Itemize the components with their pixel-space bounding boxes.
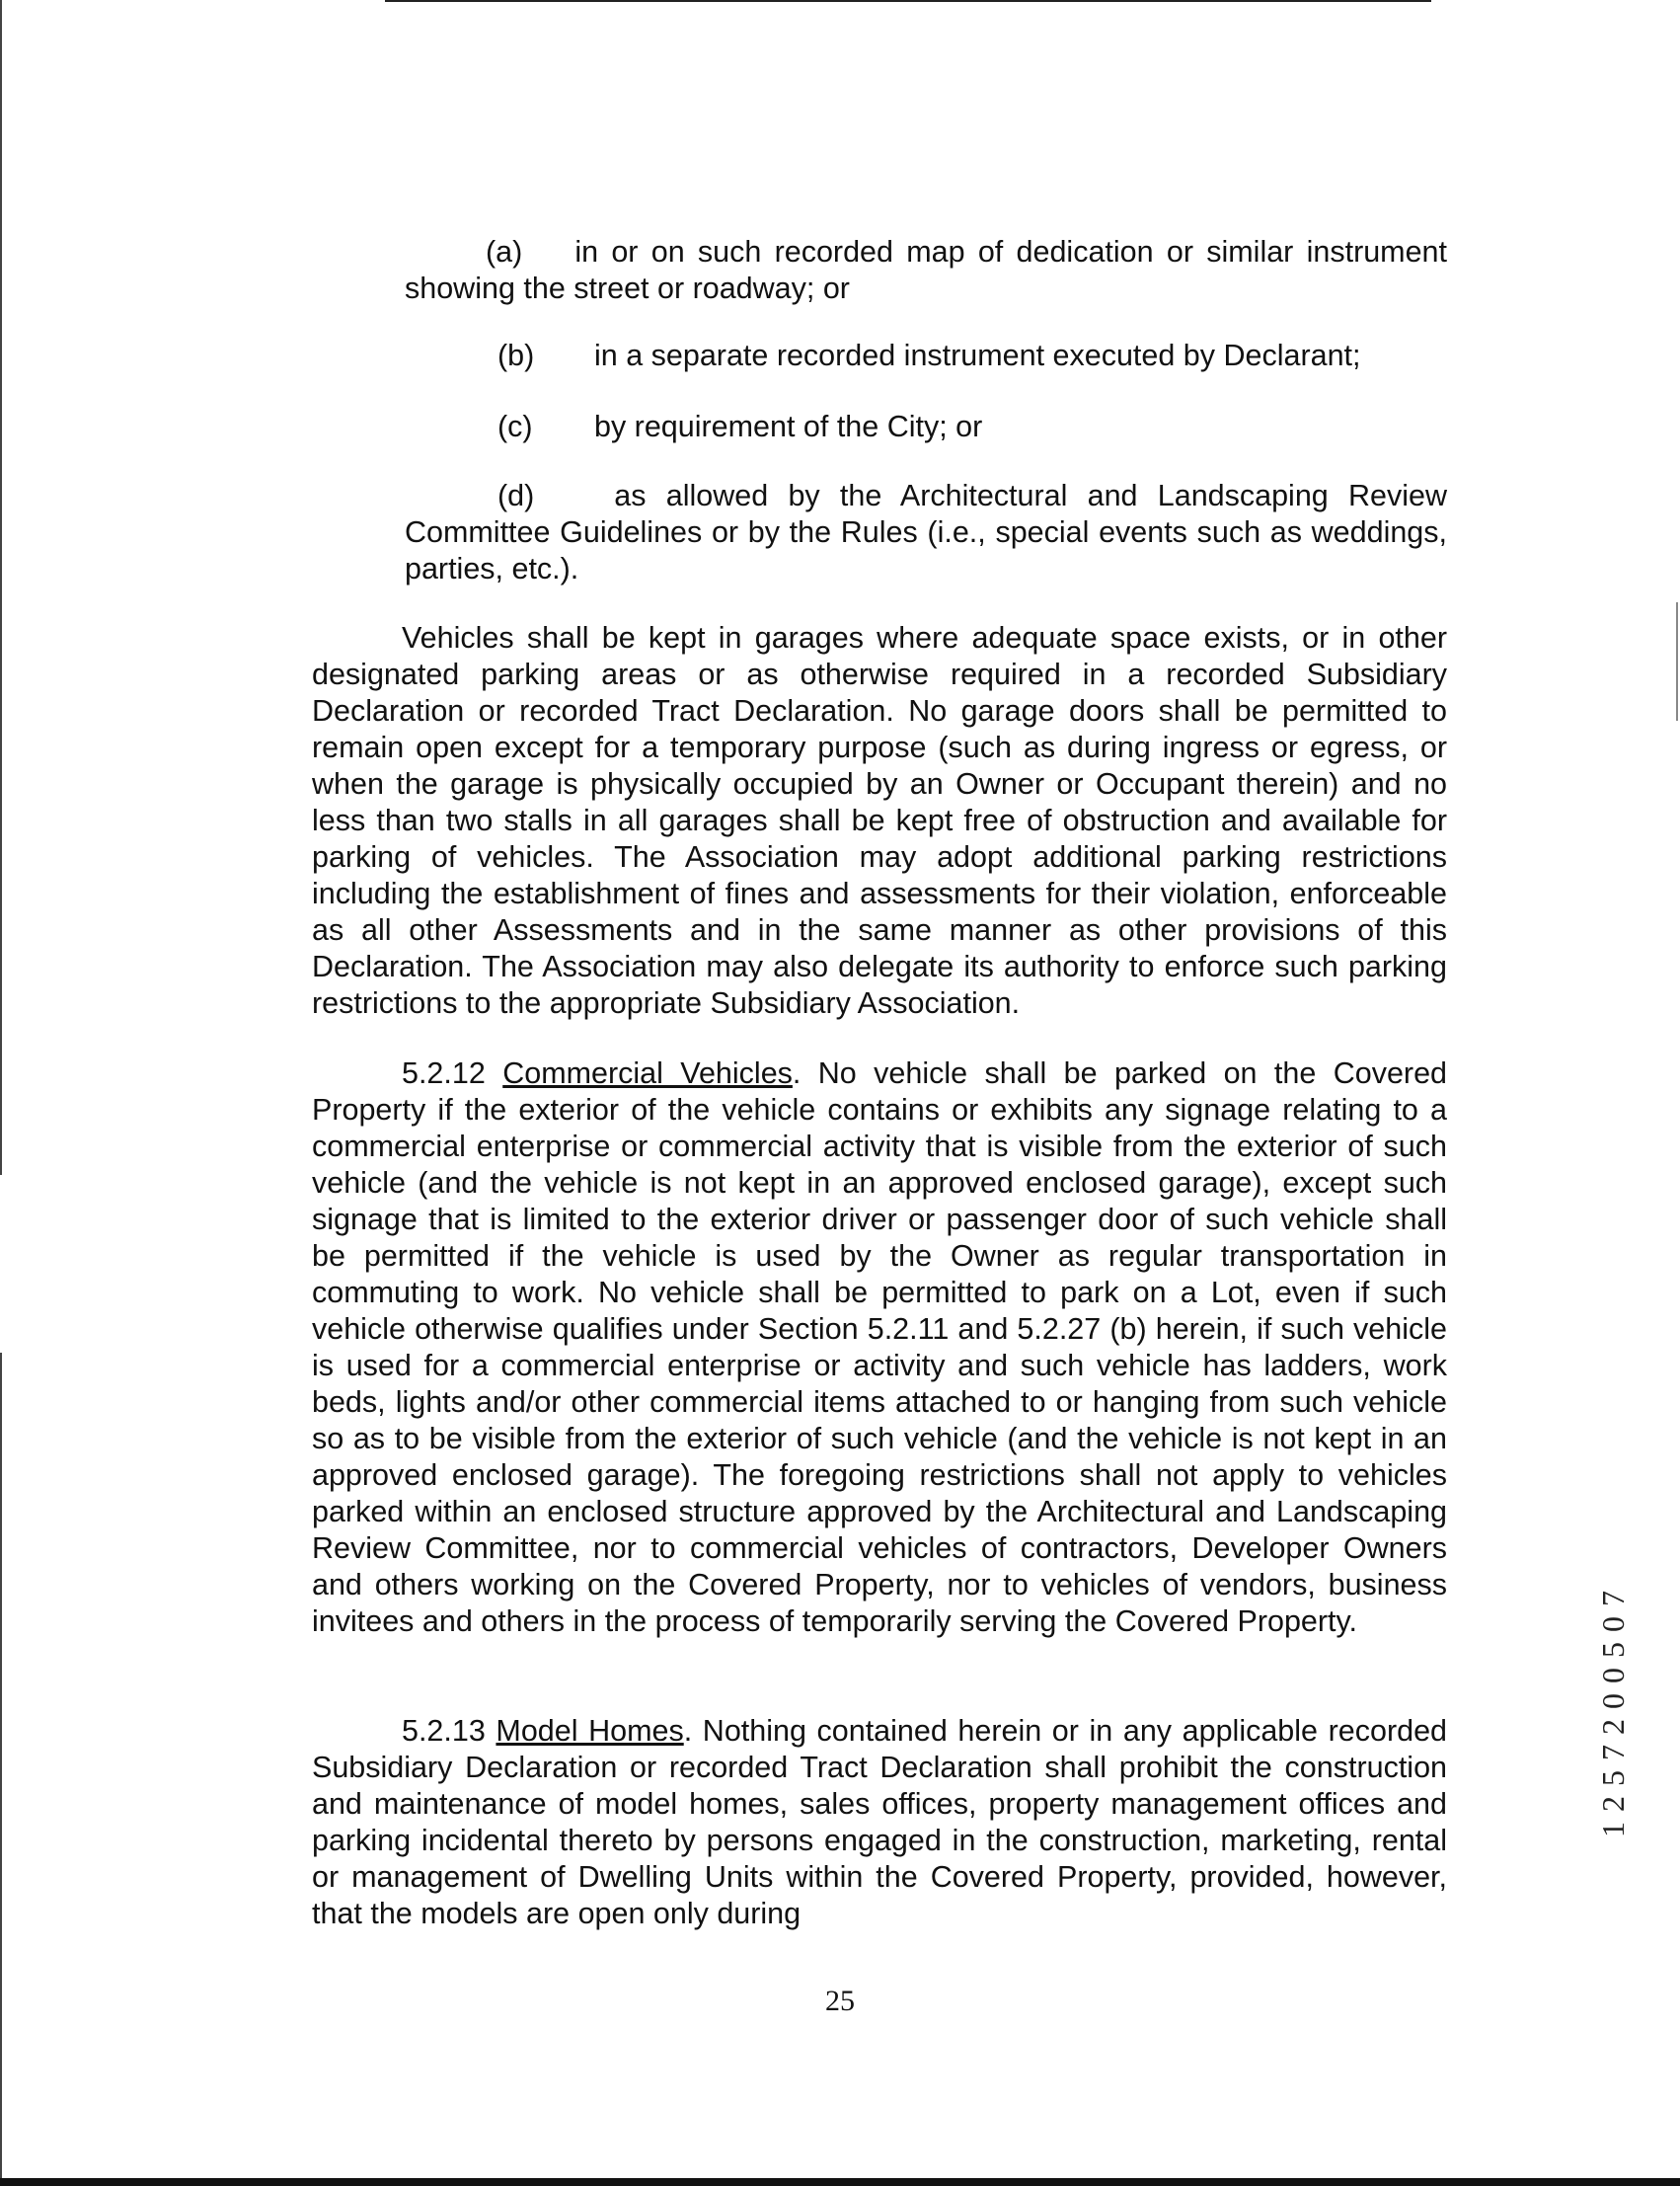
section-5-2-12-heading: Commercial Vehicles [502, 1056, 793, 1090]
section-5-2-12-body: . No vehicle shall be parked on the Covered Property if the exterior of the vehicle contains or exhibits any signage relating to a commercial enterprise or commercial activity that is visible from the exterior of such vehicle (and the vehicle is not kept in an approved enclosed garage), except such signage that is limited to the exterior driver or passenger door of such vehicle shall be permitted if the vehicle is used by the Owner as regular transportation in commuting to work. No vehicle shall be permitted to park on a Lot, even if such vehicle otherwise qualifies under Section 5.2.11 and 5.2.27 (b) herein, if such vehicle is used for a commercial enterprise or activity and such vehicle has ladders, work beds, lights and/or other commercial items attached to or hanging from such vehicle so as to be visible from the exterior of such vehicle (and the vehicle is not kept in an approved enclosed garage). The foregoing restrictions shall not apply to vehicles parked within an enclosed structure approved by the Architectural and Landscaping Review Committee, nor to commercial vehicles of contractors, Developer Owners and others working on the Covered Property, nor to vehicles of vendors, business invitees and others in the process of temporarily serving the Covered Property. [312, 1056, 1447, 1638]
section-5-2-12-number: 5.2.12 [402, 1056, 486, 1090]
section-5-2-13 [312, 1713, 1447, 1932]
section-5-2-12 [312, 1055, 1447, 1640]
section-5-2-13-body: . Nothing contained herein or in any applicable recorded Subsidiary Declaration or recorded Tract Declaration shall prohibit the construction and maintenance of model homes, sales offices, property management offices and parking incidental thereto by persons engaged in the construction, marketing, rental or management of Dwelling Units within the Covered Property, provided, however, that the models are open only during [312, 1714, 1447, 1930]
scan-edge-top [385, 0, 1431, 2]
list-item-b-text: in a separate recorded instrument executed by Declarant; [594, 339, 1361, 372]
list-item-a [405, 234, 1447, 307]
scan-edge-bottom [0, 2178, 1680, 2186]
section-5-2-13-heading: Model Homes [496, 1714, 684, 1748]
recording-stamp: 1 2 5 7 2 0 0 5 0 7 [1595, 1590, 1631, 1837]
list-item-c-marker: (c) [497, 410, 533, 443]
scan-edge-right [1676, 602, 1678, 721]
list-item-a-marker: (a) [486, 235, 523, 269]
page-number: 25 [825, 1985, 855, 2017]
list-item-c [497, 409, 1445, 448]
list-item-b [497, 338, 1445, 377]
scan-edge-left [0, 0, 2, 2186]
vehicles-paragraph: Vehicles shall be kept in garages where adequate space exists, or in other designated parking areas or as otherwise required in a recorded Subsidiary Declaration or recorded Tract Declaration. No garage doors shall be permitted to remain open except for a temporary purpose (such as during ingress or egress, or when the garage is physically occupied by an Owner or Occupant therein) and no less than two stalls in all garages shall be kept free of obstruction and available for parking of vehicles. The Association may adopt additional parking restrictions including the establishment of fines and assessments for their violation, enforceable as all other Assessments and in the same manner as other provisions of this Declaration. The Association may also delegate its authority to enforce such parking restrictions to the appropriate Subsidiary Association. [312, 621, 1447, 1020]
list-item-d-marker: (d) [497, 479, 535, 512]
list-item-d-text: as allowed by the Architectural and Landscaping Review Committee Guidelines or by the Rules (i.e., special events such as weddings, parties, etc.). [405, 479, 1447, 586]
list-item-a-text: in or on such recorded map of dedication or similar instrument showing the street or roadway; or [405, 235, 1447, 305]
list-item-c-text: by requirement of the City; or [594, 410, 983, 443]
list-item-d [405, 478, 1447, 587]
list-item-b-marker: (b) [497, 339, 535, 372]
section-5-2-13-number: 5.2.13 [402, 1714, 486, 1748]
